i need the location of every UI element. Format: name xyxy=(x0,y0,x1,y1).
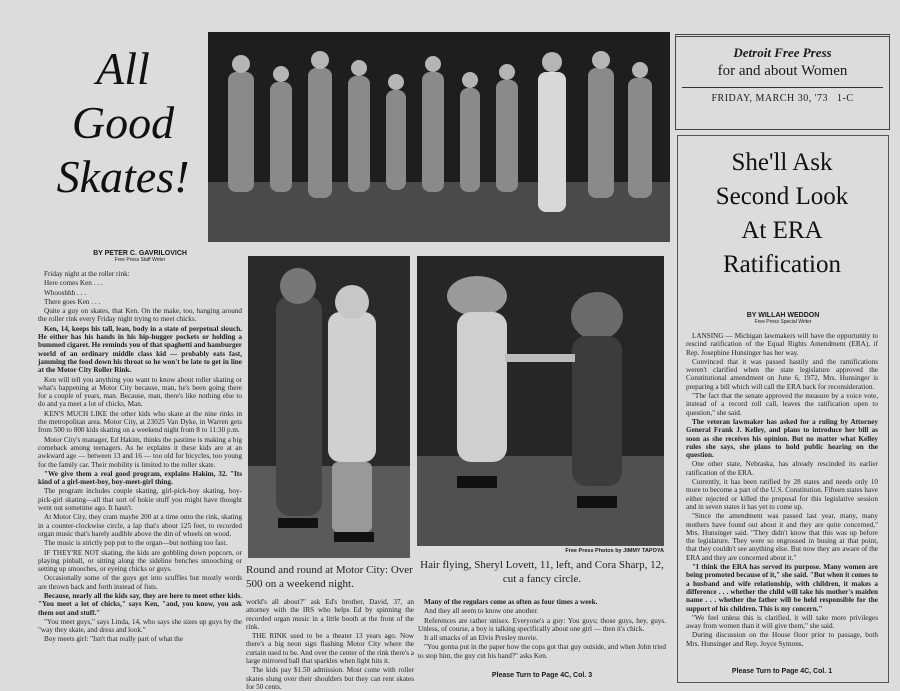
skates-para: Here comes Ken . . . xyxy=(44,279,103,288)
era-para: Convinced that it was passed hastily and the ramifications weren't clarified when the state legislature approved the Constitutional amendment on June 6, 1972, Mrs. Hunsinger is preparing a bill which will call the ERA back for reconsideration. xyxy=(686,357,878,391)
skates-para: Many of the regulars come as often as four times a week. xyxy=(424,598,598,606)
skates-para: It all smacks of an Elvis Presley movie. xyxy=(424,634,538,643)
rink-photo-middle xyxy=(248,256,410,558)
skates-column-3 xyxy=(418,598,666,670)
era-headline-line-1: She'll Ask xyxy=(731,149,833,176)
era-byline xyxy=(690,312,876,325)
skates-para: There goes Ken . . . xyxy=(44,297,101,306)
skates-para: IF THEY'RE NOT skating, the kids are gobbling down popcorn, or playing pinball, or sitting along the sideline benches smooching or setting up smooches, or eyeing chicks or guys. xyxy=(38,548,242,574)
headline-line-3: Skates! xyxy=(56,151,190,202)
masthead-section: for and about Women xyxy=(717,63,848,79)
caption-middle: Round and round at Motor City: Over 500 on a weekend night. xyxy=(246,564,413,590)
skates-para: Quite a guy on skates, that Ken. On the make, too, hanging around the roller rink every Friday night trying to meet chicks. xyxy=(38,307,242,324)
era-body xyxy=(686,332,878,662)
headline-line-1: All xyxy=(96,43,150,94)
skates-column-1 xyxy=(38,270,242,684)
caption-right: Hair flying, Sheryl Lovett, 11, left, and Cora Sharp, 12, cut a fancy circle. xyxy=(420,559,664,585)
skates-para: The music is strictly pop put to the organ—but nothing too fast. xyxy=(44,539,228,548)
skates-para: THE RINK used to be a theater 13 years ago. Now there's a big neon sign flashing Motor City where the curtain used to be. And over the center of the rink there's a large mirrored ball that sparkles when light hits it. xyxy=(246,632,414,666)
skates-byline xyxy=(40,250,240,263)
era-headline-line-3: At ERA xyxy=(741,217,823,244)
era-para: "The fact that the senate approved the measure by a voice vote, instead of a record roll call, leaves the ratification open to question," she said. xyxy=(686,392,878,417)
masthead-divider xyxy=(682,87,883,88)
era-headline-line-2: Second Look xyxy=(715,183,849,210)
skates-para: world's all about?" ask Ed's brother, David, 37, an attorney with the IRS who helps Ed by spinning the recorded organ music in a little booth at the front of the rink. xyxy=(246,598,414,631)
era-jump: Please Turn to Page 4C, Col. 1 xyxy=(731,668,833,675)
skates-para: At Motor City, they cram maybe 200 at a time onto the rink, skating in a counter-clockwise circle, a lap that's about 125 feet, to recorded organ music that's barely audible above the din of wheels on wood. xyxy=(38,513,242,538)
era-para: The veteran lawmaker has asked for a ruling by Attorney General Frank J. Kelley, and plans to introduce her bill as soon as she receives his opinion. But no matter what Kelley rules she says, she plans to hold public hearing on the question. xyxy=(686,417,878,460)
masthead xyxy=(675,34,890,130)
skates-para: "You gonna put in the paper how the cops got that guy outside, and when John tried to stop him, the guy cut his hand?" asks Ken. xyxy=(418,643,666,660)
masthead-date: FRIDAY, MARCH 30, '73 xyxy=(711,93,828,104)
skates-para: Ken, 14, keeps his tall, lean, body in a state of perpetual slouch. He either has his hands in his hip-hugger pockets or holding a bummed cigaret. He reminds you of that spaghetti and hamburger world of an ordinary middle class kid — probably eats fast, jamming the food down his throat so he won't be late to get in line at the Motor City Roller Rink. xyxy=(38,324,242,375)
era-para: "I think the ERA has served its purpose. Many women are being promoted because of it," she said. "But when it comes to a husband and wife relationship, with children, it makes a difference . . . whether the child will take his mother's maiden name . . . whether the father will be held responsible for the support of his children. This is my concern." xyxy=(686,563,878,613)
skates-para: Because, nearly all the kids say, they are here to meet other kids. "You meet a lot of chicks," says Ken, "and, you know, you ask them out and stuff." xyxy=(38,591,242,617)
skates-column-2 xyxy=(246,598,414,691)
skates-para: And they all seem to know one another. xyxy=(424,607,539,616)
skates-byline-role: Free Press Staff Writer xyxy=(114,257,166,263)
rink-photo-right xyxy=(417,256,664,546)
skates-para: Whooshhh . . . xyxy=(44,288,86,297)
rink-photo-top xyxy=(208,32,670,242)
era-para: During discussion on the House floor prior to passage, both Mrs. Hunsinger and Rep. Joyce Symons, xyxy=(686,631,878,648)
skates-para: Motor City's manager, Ed Hakim, thinks the pastime is making a big comeback among teenagers. As he explains it these kids are at an awkward age — between 13 and 16 — too old for bicycles, too young for the family car. Their mobility is limited to the roller skate. xyxy=(38,435,242,469)
era-byline-name: BY WILLAH WEDDON xyxy=(746,312,820,319)
skates-headline xyxy=(38,42,208,204)
era-headline xyxy=(680,146,884,282)
skates-para: Boy meets girl: "Isn't that really part of what the xyxy=(44,635,183,644)
skates-para: Ken will tell you anything you want to know about roller skating or what's happening at Motor City because, man, he's been going there for a couple of years, man. Because, man, there's like nothing else to do and ya meet a lot of chicks, Man. xyxy=(38,375,242,409)
skates-para: References are rather unisex. Everyone's a guy: You guys; those guys, hey, guys. Unless, of course, a boy is talking specifically about one girl — then it's chick. xyxy=(418,616,666,633)
masthead-paper: Detroit Free Press xyxy=(733,45,832,60)
skates-para: KEN'S MUCH LIKE the other kids who skate at the nine rinks in the metropolitan area. Motor City, at 23025 Van Dyke, in Warren gets from 500 to 800 kids skating on a weekend night from 8 to 11:30 p.m. xyxy=(38,409,242,435)
skates-byline-name: BY PETER C. GAVRILOVICH xyxy=(93,250,187,257)
masthead-dateline xyxy=(676,93,889,104)
skates-para: Occasionally some of the guys get into scuffles but mostly words are thrown back and forth instead of fists. xyxy=(38,574,242,591)
era-para: "Since the amendment was passed last year, many, many mothers have found out about it and they are quite concerned," Mrs. Hunsinger said. "They didn't know that this was up before the legislature. They were so engrossed in busing at that point, that they couldn't see anything else. But now they are aware of the ERA and they are concerned about it." xyxy=(686,512,878,562)
skates-para: The kids pay $1.50 admission. Most come with roller skates slung over their shoulders but they can rent skates for 50 cents. xyxy=(246,666,414,691)
skates-para: "We give them a real good program, explains Hakim, 32. "Its kind of a girl-meet-boy, boy-meet-girl thing. xyxy=(38,469,242,487)
photo-credit: Free Press Photos by JIMMY TAPOYA xyxy=(565,548,664,554)
masthead-page: 1-C xyxy=(837,93,854,104)
era-para: "We feel unless this is clarified, it will take more privileges away from women than it will give them," she said. xyxy=(686,613,878,631)
era-byline-role: Free Press Special Writer xyxy=(754,319,812,325)
era-headline-line-4: Ratification xyxy=(722,251,842,278)
skates-para: "You meet guys," says Linda, 14, who says she sizes up guys by the "way they skate, and dress and look." xyxy=(38,617,242,635)
skates-jump: Please Turn to Page 4C, Col. 3 xyxy=(491,672,593,679)
era-para: LANSING — Michigan lawmakers will have the opportunity to rescind ratification of the Equal Rights Amendment (ERA), if Rep. Josephine Hunsinger has her way. xyxy=(686,332,878,357)
era-para: One other state, Nebraska, has already rescinded its earlier ratification of the ERA. xyxy=(686,460,878,477)
skates-para: Friday night at the roller rink: xyxy=(44,270,130,278)
skates-para: The program includes couple skating, girl-pick-boy skating, boy-pick-girl skating—all that sort of hokie stuff you might have thought went out sometime ago. It hasn't. xyxy=(38,487,242,513)
headline-line-2: Good xyxy=(71,97,175,148)
era-para: Currently, it has been ratified by 28 states and needs only 10 more to become a part of the U.S. Constitution. Fifteen states have either rejected or killed the proposal for this legislative session and in seven states it has yet to come up. xyxy=(686,478,878,511)
